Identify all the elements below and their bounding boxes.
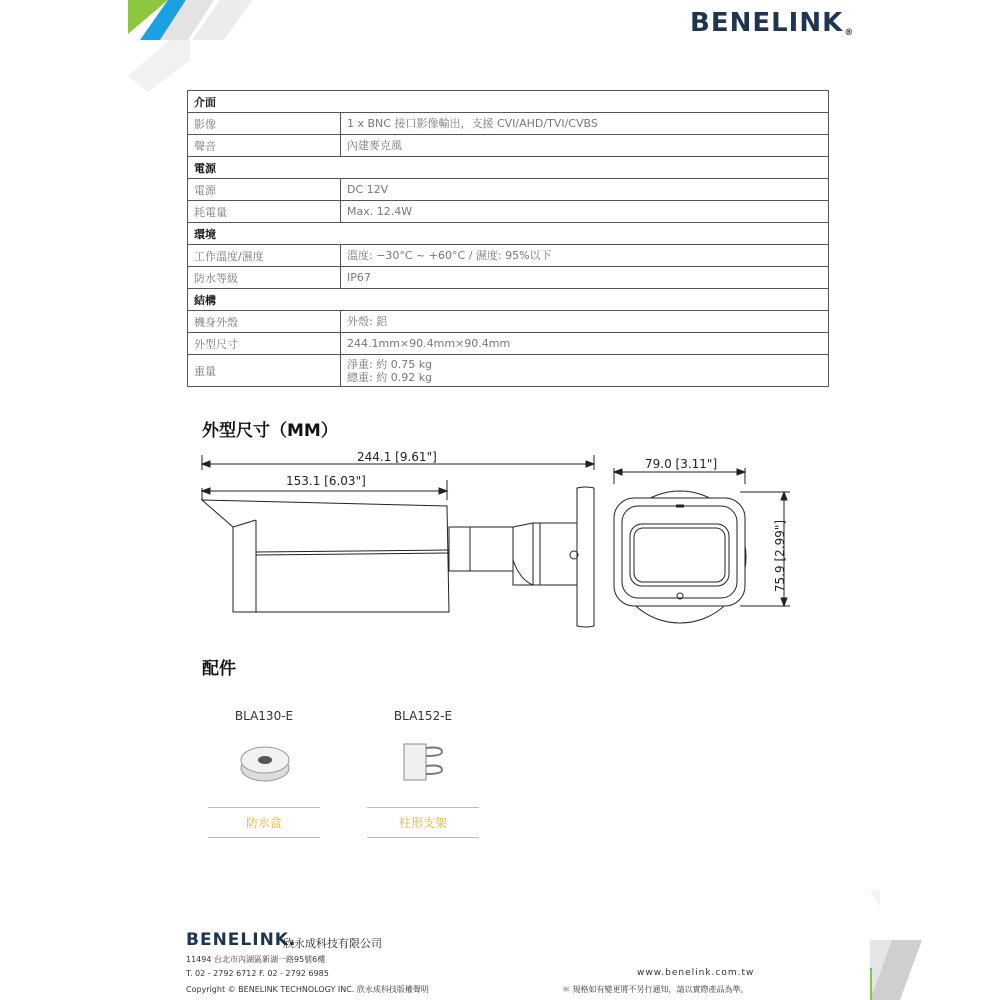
spec-value-line: 淨重: 約 0.75 kg (347, 357, 433, 371)
spec-section-title: 環境 (188, 223, 829, 245)
spec-value-line: 1 x BNC 接口影像輸出，支援 CVI/AHD/TVI/CVBS (347, 117, 598, 130)
footer-address: 11494 台北市內湖區新湖一路95號6樓 (186, 955, 326, 964)
overall-length-label: 244.1 [9.61"] (357, 450, 437, 464)
height-label: 75.9 [2.99"] (773, 519, 787, 593)
width-label: 79.0 [3.11"] (645, 457, 718, 471)
spec-value-line: DC 12V (347, 183, 389, 196)
spec-value-line: 244.1mm×90.4mm×90.4mm (347, 337, 511, 350)
brand-name: BENELINK (690, 8, 844, 38)
accessory-name-2: 柱形支架 (367, 807, 479, 838)
accessory-model-1: BLA130-E (234, 709, 294, 723)
spec-label: 重量 (188, 355, 341, 387)
pole-mount-icon (396, 736, 456, 786)
spec-value-line: 外殼: 鋁 (347, 315, 388, 328)
footer-company: 欣永成科技有限公司 (283, 937, 382, 950)
spec-value-line: IP67 (347, 271, 371, 284)
spec-label: 外型尺寸 (188, 333, 341, 355)
footer-copyright: Copyright © BENELINK TECHNOLOGY INC. 欣永成科技版權聲明 (186, 985, 429, 994)
spec-label: 聲音 (188, 135, 341, 157)
accessory-name-1: 防水盒 (208, 807, 320, 838)
spec-section-title: 介面 (188, 91, 829, 113)
junction-box-icon (235, 738, 295, 788)
spec-label: 機身外殼 (188, 311, 341, 333)
spec-label: 電源 (188, 179, 341, 201)
spec-label: 影像 (188, 113, 341, 135)
spec-label: 防水等級 (188, 267, 341, 289)
footer-logo: BENELINK. (186, 930, 297, 950)
accessory-model-2: BLA152-E (393, 709, 453, 723)
accessories-heading: 配件 (202, 659, 236, 679)
spec-section-title: 電源 (188, 157, 829, 179)
footer-phone: T. 02 - 2792 6712 F. 02 - 2792 6985 (186, 969, 329, 978)
spec-value-line: Max. 12.4W (347, 205, 413, 218)
footer-website[interactable]: www.benelink.com.tw (637, 968, 755, 978)
spec-label: 工作溫度/濕度 (188, 245, 341, 267)
footer-notice: ＊ 規格如有變更將不另行通知，請以實際產品為準。 (562, 985, 749, 994)
brand-reg-mark: ® (844, 28, 855, 38)
spec-value-line: 溫度: −30°C ~ +60°C / 濕度: 95%以下 (347, 249, 552, 262)
spec-label: 耗電量 (188, 201, 341, 223)
spec-value-line: 內建麥克風 (347, 139, 402, 152)
dimensions-heading: 外型尺寸（MM） (202, 421, 338, 441)
spec-section-title: 結構 (188, 289, 829, 311)
body-length-label: 153.1 [6.03"] (286, 474, 366, 488)
spec-value-line: 總重: 約 0.92 kg (347, 370, 433, 384)
